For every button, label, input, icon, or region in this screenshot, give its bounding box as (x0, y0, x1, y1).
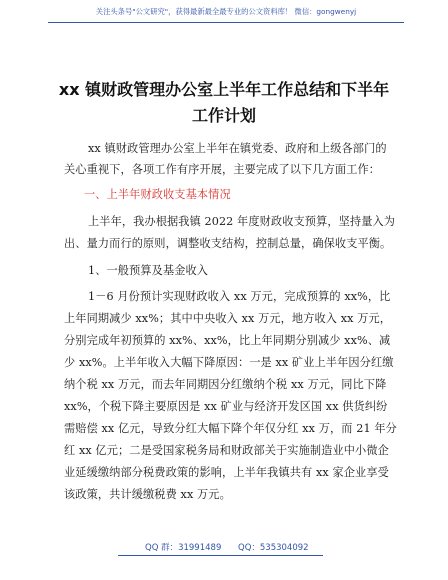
section-heading-1: 一、上半年财政收支基本情况 (84, 188, 231, 201)
header-divider (48, 22, 404, 23)
header-notice: 关注头条号"公文研究"，获得最新最全最专业的公文资料库！ 微信：gongwenyj (95, 7, 357, 16)
footer-qq: QQ：535304092 (238, 543, 309, 553)
paragraph-2-line-10: 该政策，共计缓缴税费 xx 万元。 (64, 488, 231, 501)
document-title-line-2: 工作计划 (191, 106, 256, 125)
paragraph-2-line-1: 1－6 月份预计实现财政收入 xx 万元，完成预算的 xx%，比 (88, 290, 391, 303)
paragraph-2-line-7: 需赔偿 xx 亿元，导致分红大幅下降个年仅分红 xx 万，而 21 年分 (64, 422, 397, 435)
paragraph-2-line-5: 纳个税 xx 万元，而去年同期因分红缴纳个税 xx 万元，同比下降 (64, 378, 387, 391)
document-title-line-1: xx 镇财政管理办公室上半年工作总结和下半年 (58, 80, 390, 99)
subheading-1: 1、一般预算及基金收入 (88, 264, 209, 277)
paragraph-2-line-6: xx%，个税下降主要原因是 xx 矿业与经济开发区国 xx 供货纠纷 (64, 400, 388, 413)
paragraph-1-line-2: 出、量力而行的原则，调整收支结构，控制总量，确保收支平衡。 (64, 237, 392, 250)
paragraph-2-line-2: 上年同期减少 xx%；其中中央收入 xx 万元，地方收入 xx 万元， (64, 312, 392, 325)
paragraph-2-line-9: 业延缓缴纳部分税费政策的影响，上半年我镇共有 xx 家企业享受 (64, 466, 389, 479)
intro-line-2: 关心重视下，各项工作有序开展，主要完成了以下几方面工作： (64, 163, 381, 176)
paragraph-2-line-8: 红 xx 亿元；二是受国家税务局和财政部关于实施制造业中小微企 (64, 444, 389, 457)
paragraph-2-line-4: 少 xx%。上半年收入大幅下降原因：一是 xx 矿业上半年因分红缴 (64, 356, 394, 369)
intro-line-1: xx 镇财政管理办公室上半年在镇党委、政府和上级各部门的 (88, 142, 387, 155)
paragraph-2-line-3: 分别完成年初预算的 xx%、xx%，比上年同期分别减少 xx%、减 (64, 334, 391, 347)
footer-qq-group: QQ 群：31991489 (145, 543, 222, 553)
footer-divider (118, 555, 323, 556)
paragraph-1-line-1: 上半年，我办根据我镇 2022 年度财政收支预算，坚持量入为 (88, 215, 396, 228)
